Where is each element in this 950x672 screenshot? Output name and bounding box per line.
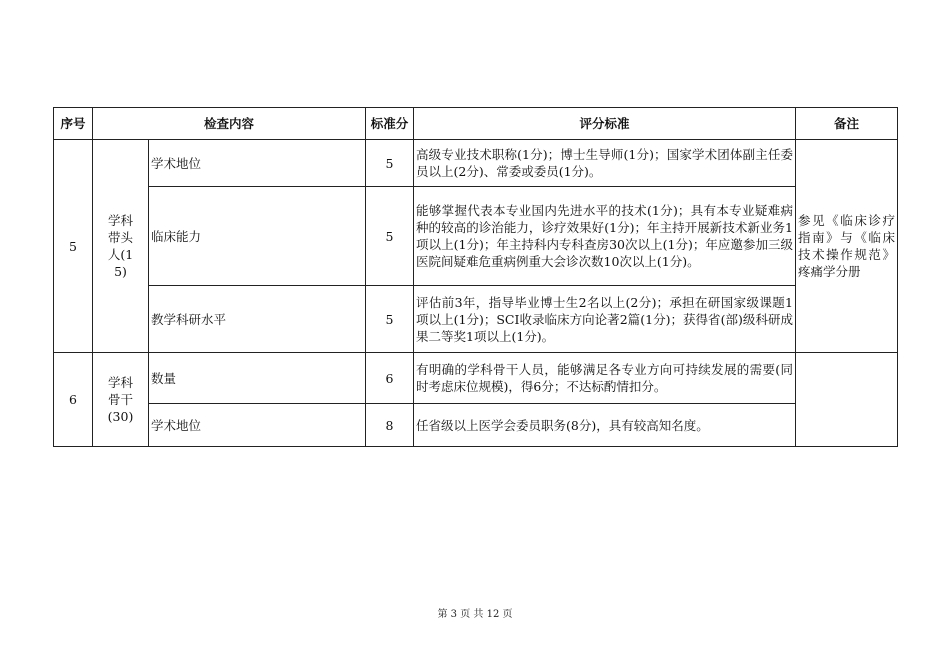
group-category-label: 学科带头人(15) <box>107 213 134 279</box>
header-criteria: 评分标准 <box>414 108 796 140</box>
header-seq: 序号 <box>54 108 93 140</box>
row-item: 临床能力 <box>149 187 366 286</box>
table-row <box>54 404 898 447</box>
row-criteria: 能够掌握代表本专业国内先进水平的技术(1分)；具有本专业疑难病种的较高的诊治能力，诊疗效果好(1分)；年主持开展新技术新业务1项以上(1分)；年主持科内专科查房30次以上(1分)；年应邀参加三级医院间疑难危重病例重大会诊次数10次以上(1分)。 <box>414 187 796 286</box>
table-row <box>54 286 898 353</box>
row-item: 教学科研水平 <box>149 286 366 353</box>
group-seq: 6 <box>54 353 93 447</box>
assessment-table <box>53 107 898 447</box>
group-remark <box>796 353 898 447</box>
page-footer <box>0 605 950 620</box>
row-score: 8 <box>366 404 414 447</box>
table-header-row <box>54 108 898 140</box>
row-score: 6 <box>366 353 414 404</box>
row-criteria: 有明确的学科骨干人员，能够满足各专业方向可持续发展的需要(同时考虑床位规模)，得6分；不达标酌情扣分。 <box>414 353 796 404</box>
group-category <box>93 353 149 447</box>
group-category-label: 学科骨干(30) <box>107 375 134 424</box>
group-seq: 5 <box>54 140 93 353</box>
row-item: 数量 <box>149 353 366 404</box>
row-score: 5 <box>366 187 414 286</box>
row-criteria: 任省级以上医学会委员职务(8分)，具有较高知名度。 <box>414 404 796 447</box>
row-score: 5 <box>366 286 414 353</box>
table-row <box>54 140 898 187</box>
group-category <box>93 140 149 353</box>
row-item: 学术地位 <box>149 404 366 447</box>
row-score: 5 <box>366 140 414 187</box>
row-criteria: 评估前3年，指导毕业博士生2名以上(2分)；承担在研国家级课题1项以上(1分)；SCI收录临床方向论著2篇(1分)；获得省(部)级科研成果二等奖1项以上(1分)。 <box>414 286 796 353</box>
row-criteria: 高级专业技术职称(1分)；博士生导师(1分)；国家学术团体副主任委员以上(2分)、常委或委员(1分)。 <box>414 140 796 187</box>
header-content: 检查内容 <box>93 108 366 140</box>
header-remarks: 备注 <box>796 108 898 140</box>
header-score: 标准分 <box>366 108 414 140</box>
group-remark: 参见《临床诊疗指南》与《临床技术操作规范》疼痛学分册 <box>796 140 898 353</box>
table-row <box>54 187 898 286</box>
page-number: 第 3 页 共 12 页 <box>437 609 513 620</box>
table-row <box>54 353 898 404</box>
row-item: 学术地位 <box>149 140 366 187</box>
